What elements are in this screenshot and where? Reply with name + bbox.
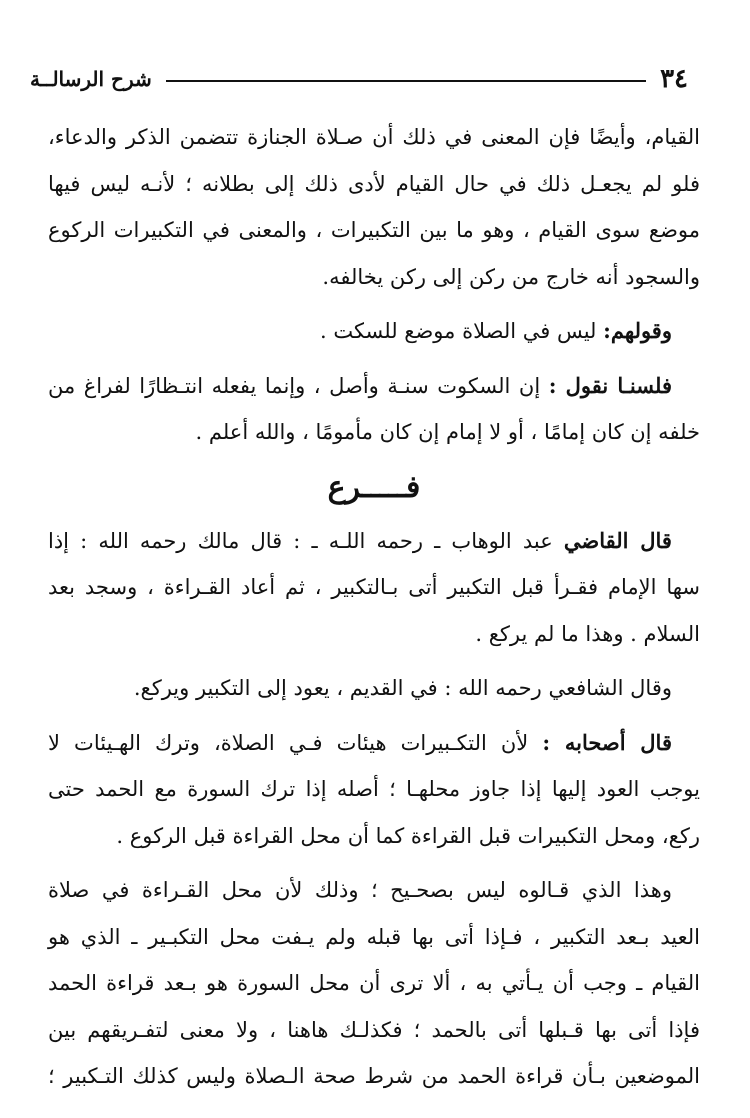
paragraph-lead: فلسنـا نقول :: [548, 372, 672, 398]
text-line: فلو لم يجعـل ذلك في حال القيام لأدى ذلك إلى بطلانه ؛ لأنـه ليس فيها: [48, 171, 700, 196]
paragraph: [48, 665, 700, 712]
page-body: [48, 114, 700, 1100]
text-line: [48, 363, 700, 410]
text-line: الموضعين بـأن قراءة الحمد من شرط صحة الـصلاة وليس كذلك التـكبير ؛: [48, 1064, 700, 1088]
text-line: ركع، ومحل التكبيرات قبل القراءة كما أن محل القراءة قبل الركوع .: [116, 823, 700, 848]
text-fragment: لأن التكـبيرات هيئات فـي الصلاة، وترك الهـيئات لا: [48, 730, 529, 755]
text-line: ليس في الصلاة موضع للسكت .: [319, 319, 597, 343]
text-fragment: عبد الوهاب ـ رحمه اللـه ـ : قال مالك رحمه الله : إذا: [48, 528, 553, 553]
paragraph: [48, 720, 700, 860]
text-line: السلام . وهذا ما لم يركع .: [475, 621, 700, 646]
paragraph: [48, 867, 700, 1100]
header-rule: [166, 80, 646, 82]
text-line: والسجود أنه خارج من ركن إلى ركن يخالفه.: [322, 264, 700, 289]
paragraph-lead: قال أصحابه :: [542, 729, 672, 755]
text-line: القيام ـ وجب أن يـأتي به ، ألا ترى أن محل السورة هو بـعد قراءة الحمد: [48, 971, 700, 995]
text-line: القيام، وأيضًا فإن المعنى في ذلك أن صـلاة الجنازة تتضمن الذكر والدعاء،: [48, 125, 700, 149]
paragraph: [48, 518, 700, 658]
section-heading: [48, 460, 700, 516]
text-line: العيد بـعد التكبير ، فـإذا أتى بها قبله ولم يـفت محل التكبـير ـ الذي هو: [48, 924, 700, 949]
paragraph: [48, 114, 700, 300]
text-fragment: إن السكوت سنـة وأصل ، وإنما يفعله انتـظارًا لفراغ من: [48, 373, 541, 398]
text-line: وقال الشافعي رحمه الله : في القديم ، يعود إلى التكبير ويركع.: [133, 676, 672, 700]
paragraph-lead: قال القاضي: [563, 527, 672, 553]
text-line: [48, 518, 700, 565]
text-line: سها الإمام فقـرأ قبل التكبير أتى بـالتكبير ، ثم أعاد القـراءة ، وسجد بعد: [48, 575, 700, 599]
page-number: ٣٤: [660, 64, 688, 94]
text-line: خلفه إن كان إمامًا ، أو لا إمام إن كان مأمومًا ، والله أعلم .: [195, 420, 700, 444]
paragraph-lead: وقولهم:: [603, 318, 672, 343]
section-heading-text: فـــــرع: [327, 469, 421, 505]
running-title: شرح الرسالــة: [30, 67, 152, 91]
text-line: وهذا الذي قـالوه ليس بصحـيح ؛ وذلك لأن محل القـراءة في صلاة: [48, 878, 673, 902]
text-line: موضع سوى القيام ، وهو ما بين التكبيرات ، والمعنى في التكبيرات الركوع: [48, 218, 700, 242]
paragraph: [48, 308, 700, 355]
text-line: يوجب العود إليها إذا جاوز محلهـا ؛ أصله إذا ترك السورة مع الحمد حتى: [48, 777, 700, 801]
text-line: [48, 720, 700, 767]
paragraph: [48, 363, 700, 456]
text-line: فإذا أتى بها قـبلها أتى بالحمد ؛ فكذلـك هاهنا ، ولا معنى لتفـريقهم بين: [48, 1017, 700, 1042]
page-header: [30, 62, 688, 96]
